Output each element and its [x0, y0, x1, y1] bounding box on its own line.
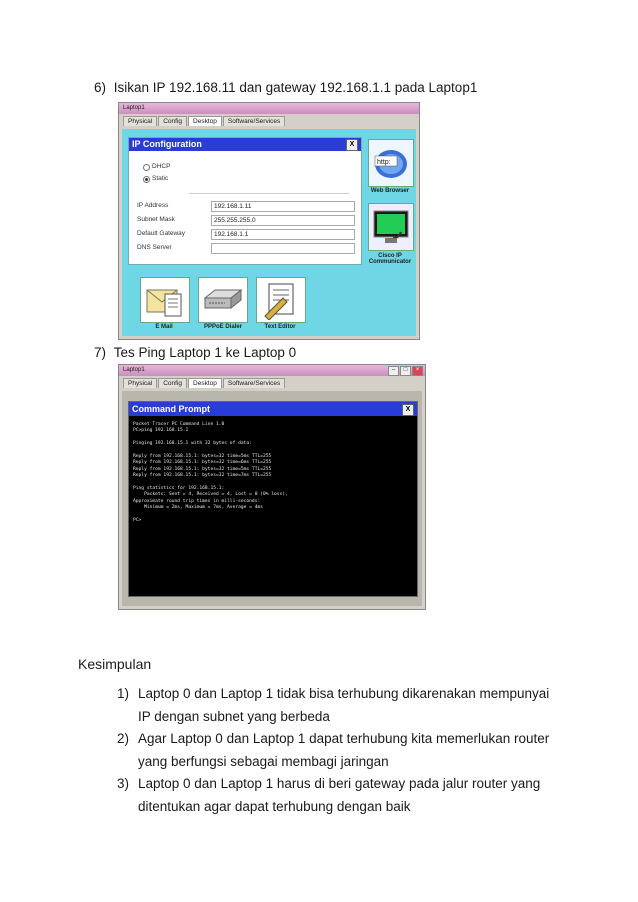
item-line: ditentukan agar dapat terhubung dengan baik — [138, 798, 411, 814]
maximize-icon[interactable]: □ — [400, 366, 411, 376]
subnet-mask-input[interactable]: 255.255.255.0 — [211, 215, 355, 226]
dns-server-label: DNS Server — [137, 244, 172, 251]
pppoe-dialer-label: PPPoE Dialer — [203, 324, 242, 330]
conclusion-heading: Kesimpulan — [78, 656, 152, 672]
ip-config-titlebar — [129, 138, 361, 151]
item-number: 1) — [117, 686, 130, 701]
text-editor-icon[interactable] — [256, 277, 306, 323]
ip-config-title: IP Configuration — [132, 139, 202, 149]
step-number: 7) — [94, 345, 107, 360]
dhcp-label: DHCP — [152, 163, 171, 170]
pppoe-dialer-icon[interactable] — [198, 277, 248, 323]
item-line: Agar Laptop 0 dan Laptop 1 dapat terhubung kita memerlukan router — [138, 731, 550, 746]
command-prompt-screenshot — [118, 364, 426, 610]
close-icon[interactable]: × — [412, 366, 423, 376]
item-line: yang berfungsi sebagai membagi jaringan — [138, 753, 389, 769]
tab-software-services[interactable]: Software/Services — [223, 378, 285, 388]
cisco-ip-communicator-label: Cisco IP Communicator — [368, 253, 412, 265]
text-editor-label: Text Editor — [264, 324, 296, 330]
step-7 — [94, 345, 296, 360]
web-browser-icon[interactable] — [368, 139, 414, 187]
email-icon[interactable] — [140, 277, 190, 323]
ip-config-screenshot — [118, 102, 420, 340]
tab-config[interactable]: Config — [158, 378, 187, 388]
tab-bar — [119, 376, 425, 388]
tab-desktop[interactable]: Desktop — [188, 116, 222, 126]
close-button[interactable]: X — [402, 404, 414, 416]
window-titlebar — [119, 103, 419, 114]
step-6 — [94, 80, 477, 95]
web-browser-label: Web Browser — [370, 188, 410, 194]
desktop-area — [122, 391, 422, 606]
command-prompt-titlebar — [129, 402, 417, 416]
tab-bar — [119, 114, 419, 126]
email-label: E Mail — [155, 324, 173, 330]
item-line: IP dengan subnet yang berbeda — [138, 708, 330, 724]
item-line: Laptop 0 dan Laptop 1 harus di beri gateway pada jalur router yang — [138, 776, 541, 791]
ip-address-label: IP Address — [137, 202, 169, 209]
item-line: Laptop 0 dan Laptop 1 tidak bisa terhubung dikarenakan mempunyai — [138, 686, 550, 701]
item-number: 2) — [117, 731, 130, 746]
static-label: Static — [152, 175, 169, 182]
item-number: 3) — [117, 776, 130, 791]
divider — [189, 193, 349, 194]
close-button[interactable]: X — [346, 139, 358, 151]
http-icon-text: http: — [377, 159, 391, 166]
conclusion-list — [117, 683, 569, 818]
list-item — [117, 728, 569, 773]
list-item — [117, 773, 569, 818]
static-radio[interactable] — [143, 176, 150, 183]
window-title: Laptop1 — [123, 367, 145, 373]
tab-physical[interactable]: Physical — [123, 378, 157, 388]
dhcp-radio[interactable] — [143, 164, 150, 171]
cisco-ip-communicator-icon[interactable] — [368, 203, 414, 251]
dns-server-input[interactable] — [211, 243, 355, 254]
command-prompt-window — [128, 401, 418, 597]
subnet-mask-label: Subnet Mask — [137, 216, 175, 223]
step-text: Isikan IP 192.168.11 dan gateway 192.168.1.1 pada Laptop1 — [113, 80, 478, 95]
ip-address-input[interactable]: 192.168.1.11 — [211, 201, 355, 212]
desktop-area — [122, 129, 416, 336]
default-gateway-label: Default Gateway — [137, 230, 186, 237]
tab-config[interactable]: Config — [158, 116, 187, 126]
default-gateway-input[interactable]: 192.168.1.1 — [211, 229, 355, 240]
command-prompt-title: Command Prompt — [132, 404, 211, 414]
tab-software-services[interactable]: Software/Services — [223, 116, 285, 126]
step-text: Tes Ping Laptop 1 ke Laptop 0 — [113, 345, 297, 360]
tab-physical[interactable]: Physical — [123, 116, 157, 126]
step-number: 6) — [94, 80, 107, 95]
minimize-icon[interactable]: – — [388, 366, 399, 376]
tab-desktop[interactable]: Desktop — [188, 378, 222, 388]
list-item — [117, 683, 569, 728]
window-buttons — [388, 366, 423, 376]
window-title: Laptop1 — [123, 105, 145, 111]
ip-config-window — [128, 137, 362, 265]
window-titlebar — [119, 365, 425, 376]
console-output[interactable]: Packet Tracer PC Command Line 1.0 PC>ping 192.168.15.1 Pinging 192.168.15.1 with 32 bytes of data: Reply from 192.168.15.1: bytes=32 time=5ms TTL=255 Reply from 192.168.15.1: bytes=32 time=6ms TTL=255 Reply from 192.168.15.1: bytes=32 time=5ms TTL=255 Reply from 192.168.15.1: bytes=32 time=7ms TTL=255 Ping statistics for 192.168.15.1: Packets: Sent = 4, Received = 4, Lost = 0 (0% loss), Approximate round trip times in milli-seconds: Minimum = 2ms, Maximum = 7ms, Average = 4ms PC> — [133, 422, 288, 524]
